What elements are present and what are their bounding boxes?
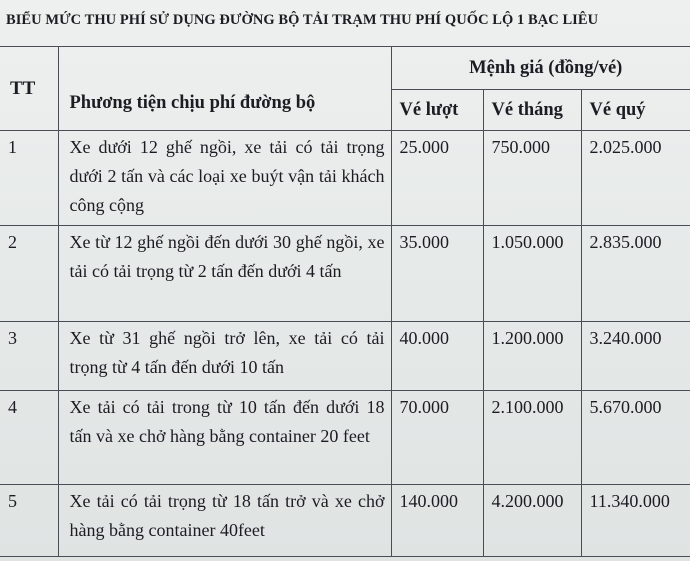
row-ve-luot: 70.000 [391,391,483,485]
row-ve-thang: 750.000 [483,131,581,226]
header-ve-quy: Vé quý [581,90,690,131]
row-desc: Xe tải có tải trong từ 10 tấn đến dưới 18 tấn và xe chở hàng bằng container 20 feet [58,391,391,485]
header-row-top [0,47,690,90]
table-row [0,485,690,557]
header-vehicle: Phương tiện chịu phí đường bộ [58,47,391,131]
header-price-group: Mệnh giá (đồng/vé) [391,47,690,90]
row-ve-quy: 2.025.000 [581,131,690,226]
row-ve-thang: 4.200.000 [483,485,581,557]
row-tt: 1 [0,131,58,226]
row-tt: 3 [0,322,58,391]
row-ve-thang: 2.100.000 [483,391,581,485]
row-ve-quy: 2.835.000 [581,226,690,322]
row-ve-thang: 1.200.000 [483,322,581,391]
table-row [0,391,690,485]
toll-fee-table [0,46,690,557]
header-ve-thang: Vé tháng [483,90,581,131]
table-row [0,322,690,391]
row-ve-quy: 3.240.000 [581,322,690,391]
row-ve-quy: 5.670.000 [581,391,690,485]
document-title: BIỂU MỨC THU PHÍ SỬ DỤNG ĐƯỜNG BỘ TẢI TRẠM THU PHÍ QUỐC LỘ 1 BẠC LIÊU [6,12,599,28]
header-tt: TT [0,47,58,131]
row-desc: Xe từ 31 ghế ngồi trở lên, xe tải có tải trọng từ 4 tấn đến dưới 10 tấn [58,322,391,391]
row-desc: Xe tải có tải trọng từ 18 tấn trở và xe chở hàng bằng container 40feet [58,485,391,557]
header-ve-luot: Vé lượt [391,90,483,131]
row-desc: Xe từ 12 ghế ngồi đến dưới 30 ghế ngồi, xe tải có tải trọng từ 2 tấn đến dưới 4 tấn [58,226,391,322]
row-desc: Xe dưới 12 ghế ngồi, xe tải có tải trọng dưới 2 tấn và các loại xe buýt vận tải khách công cộng [58,131,391,226]
row-tt: 2 [0,226,58,322]
table-row [0,131,690,226]
row-ve-thang: 1.050.000 [483,226,581,322]
row-ve-quy: 11.340.000 [581,485,690,557]
row-tt: 4 [0,391,58,485]
row-ve-luot: 25.000 [391,131,483,226]
row-ve-luot: 140.000 [391,485,483,557]
row-ve-luot: 40.000 [391,322,483,391]
row-ve-luot: 35.000 [391,226,483,322]
table-row [0,226,690,322]
row-tt: 5 [0,485,58,557]
